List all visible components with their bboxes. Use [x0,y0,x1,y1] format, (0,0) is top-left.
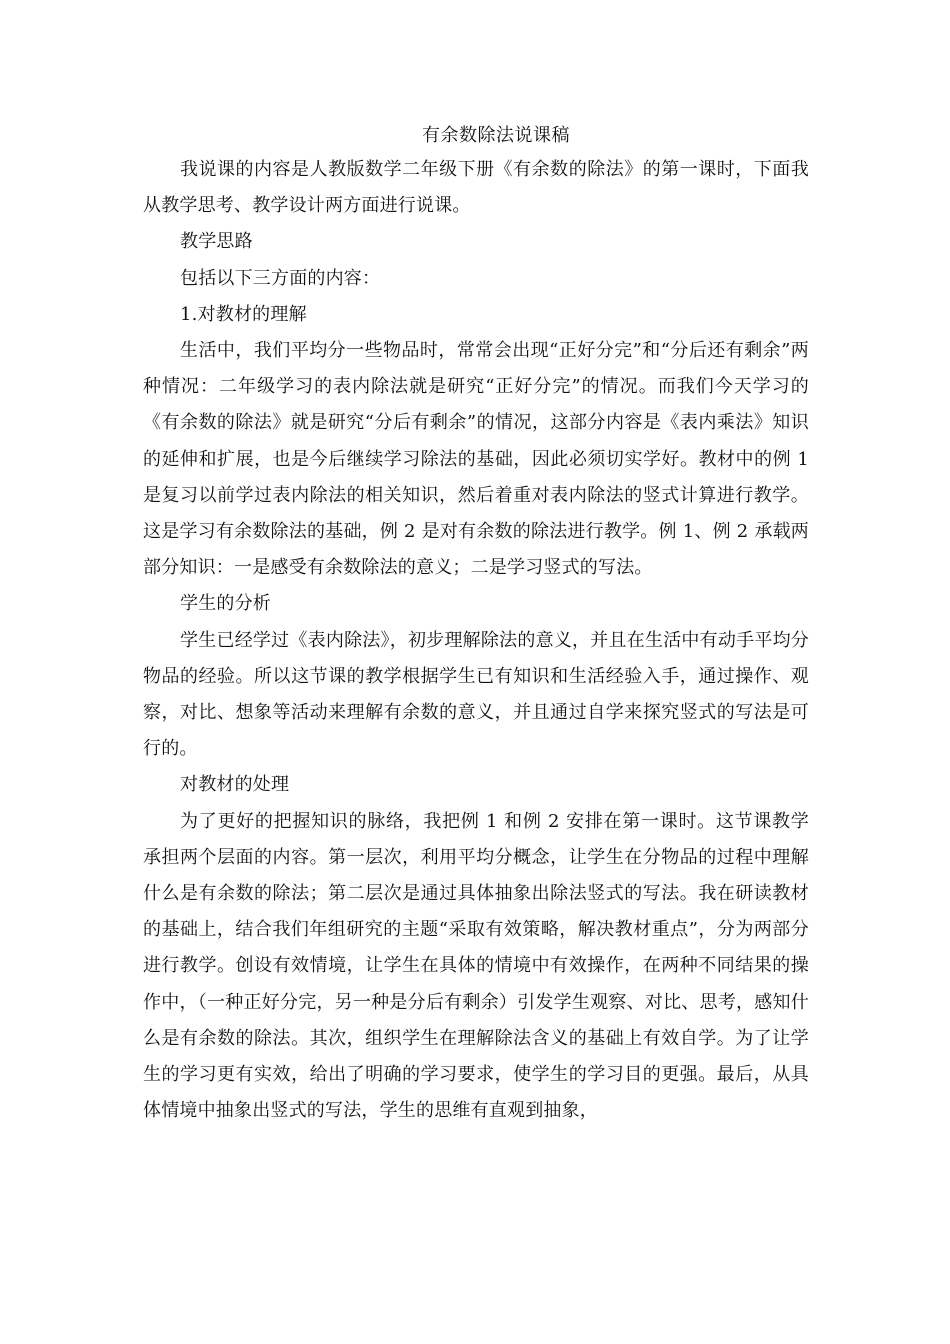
section-heading-student-analysis: 学生的分析 [180,593,271,615]
student-analysis-paragraph: 学生已经学过《表内除法》，初步理解除法的意义，并且在生活中有动手平均分物品的经验。所以这节课的教学根据学生已有知识和生活经验入手，通过操作、观察，对比、想象等活动来理解有余数的意义，并且通过自学来探究竖式的写法是可行的。 [143,629,809,760]
textbook-understanding-paragraph: 生活中，我们平均分一些物品时，常常会出现“正好分完”和“分后还有剩余”两种情况：二年级学习的表内除法就是研究“正好分完”的情况。而我们今天学习的《有余数的除法》就是研究“分后有剩余”的情况，这部分内容是《表内乘法》知识的延伸和扩展，也是今后继续学习除法的基础，因此必须切实学好。教材中的例 1 是复习以前学过表内除法的相关知识，然后着重对表内除法的竖式计算进行教学。这是学习有余数除法的基础，例 2 是对有余数的除法进行教学。例 1、例 2 承载两部分知识：一是感受有余数除法的意义；二是学习竖式的写法。 [143,340,809,579]
section-heading-textbook-handling: 对教材的处理 [180,774,290,796]
document-body [143,120,809,1129]
subheading-textbook-understanding: 1.对教材的理解 [180,303,307,325]
textbook-handling-paragraph: 为了更好的把握知识的脉络，我把例 1 和例 2 安排在第一课时。这节课教学承担两个层面的内容。第一层次，利用平均分概念，让学生在分物品的过程中理解什么是有余数的除法；第二层次是通过具体抽象出除法竖式的写法。我在研读教材的基础上，结合我们年组研究的主题“采取有效策略，解决教材重点”，分为两部分进行教学。创设有效情境，让学生在具体的情境中有效操作，在两种不同结果的操作中，（一种正好分完，另一种是分后有剩余）引发学生观察、对比、思考，感知什么是有余数的除法。其次，组织学生在理解除法含义的基础上有效自学。为了让学生的学习更有实效，给出了明确的学习要求，使学生的学习目的更强。最后，从具体情境中抽象出竖式的写法，学生的思维有直观到抽象， [143,810,809,1122]
intro-paragraph: 我说课的内容是人教版数学二年级下册《有余数的除法》的第一课时，下面我从教学思考、教学设计两方面进行说课。 [143,159,809,217]
section-heading-teaching-approach: 教学思路 [180,231,253,253]
overview-paragraph: 包括以下三方面的内容： [180,267,381,289]
document-title: 有余数除法说课稿 [422,125,570,146]
